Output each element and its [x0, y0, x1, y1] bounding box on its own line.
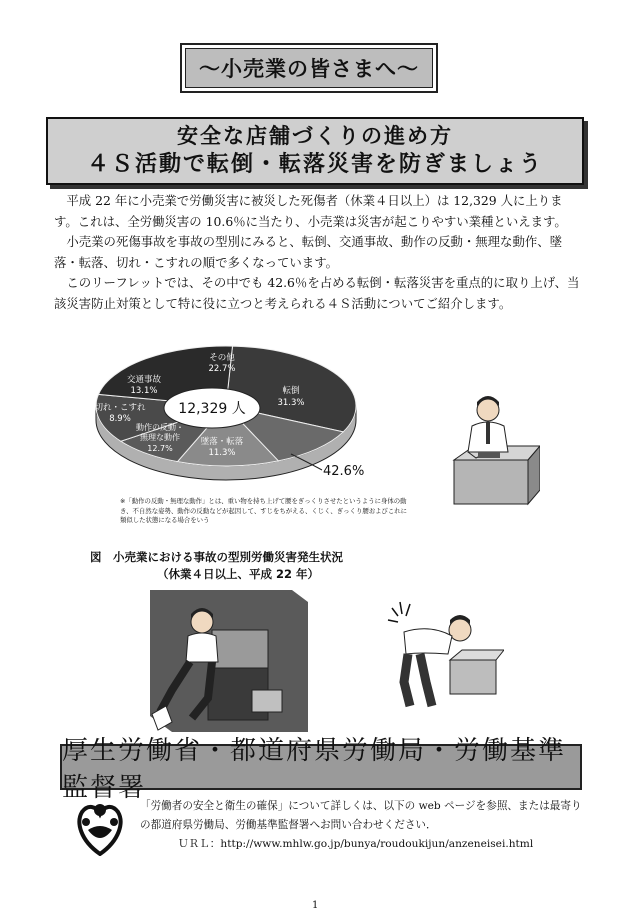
url-link[interactable]: ＵＲＬ：http://www.mhlw.go.jp/bunya/roudoukijun/anzeneisei.html [178, 838, 534, 850]
label-tsuiraku: 墜落・転落 [200, 437, 244, 447]
label-sonota-pct: 22.7% [208, 364, 236, 374]
intro-paragraph-3: このリーフレットでは、その中でも 42.6％を占める転倒・転落災害を重点的に取り上げ、当該災害防止対策として特に役に立つと考えられる４Ｓ活動についてご紹介します。 [54, 275, 580, 311]
label-kire: 切れ・こすれ [94, 403, 146, 413]
intro-paragraph-1: 平成 22 年に小売業で労働災害に被災した死傷者（休業４日以上）は 12,329 人に上ります。これは、全労働災害の 10.6％に当たり、小売業は災害が起こりやすい業種といえます。 [54, 193, 567, 229]
label-tento-pct: 31.3% [277, 398, 305, 408]
worker-cutting-box-illustration [448, 392, 540, 512]
label-dousa-1: 動作の反動・ [136, 423, 184, 432]
intro-text [54, 191, 586, 314]
ministry-banner: 厚生労働省・都道府県労働局・労働基準監督署 [60, 744, 582, 790]
title-line-1: 安全な店舗づくりの進め方 [177, 124, 453, 148]
tagline-box [180, 43, 438, 93]
page-number: 1 [312, 900, 319, 911]
label-sonota: その他 [209, 353, 235, 363]
label-koutsu: 交通事故 [126, 375, 162, 385]
label-dousa-2: 無理な動作 [140, 433, 180, 442]
label-kire-pct: 8.9% [109, 414, 131, 424]
label-tento: 転倒 [282, 386, 300, 396]
label-koutsu-pct: 13.1% [130, 386, 158, 396]
figure-caption-sub: （休業４日以上、平成 22 年） [157, 567, 320, 581]
label-tsuiraku-pct: 11.3% [208, 448, 236, 458]
tagline: ～小売業の皆さまへ～ [185, 48, 433, 88]
title-banner [46, 117, 584, 185]
chart-footnote: ※「動作の反動・無理な動作」とは、重い物を持ち上げて腰をぎっくりさせたというように身体の動き、不自然な姿勢、動作の反動などが起因して、すじをちがえる、くじく、ぎっくり腰およびこれに類似した状態になる場合をいう [120, 497, 408, 524]
figure-caption: 図 小売業における事故の型別労働災害発生状況 [90, 550, 343, 564]
label-dousa-pct: 12.7% [147, 444, 173, 453]
title-line-2: ４Ｓ活動で転倒・転落災害を防ぎましょう [86, 152, 543, 177]
worker-tripping-illustration [132, 590, 310, 740]
intro-paragraph-2: 小売業の死傷事故を事故の型別にみると、転倒、交通事故、動作の反動・無理な動作、墜落・転落、切れ・こすれの順で多くなっています。 [54, 234, 563, 270]
contact-text: 「労働者の安全と衛生の確保」について詳しくは、以下の web ページを参照、または最寄りの都道府県労働局、労働基準監督署へお問い合わせください． [140, 800, 582, 831]
pie-center-label: 12,329 人 [178, 401, 246, 417]
worker-back-pain-illustration [386, 598, 504, 710]
ministry-logo-icon [74, 800, 126, 856]
highlight-total-label: 42.6% [323, 464, 365, 479]
